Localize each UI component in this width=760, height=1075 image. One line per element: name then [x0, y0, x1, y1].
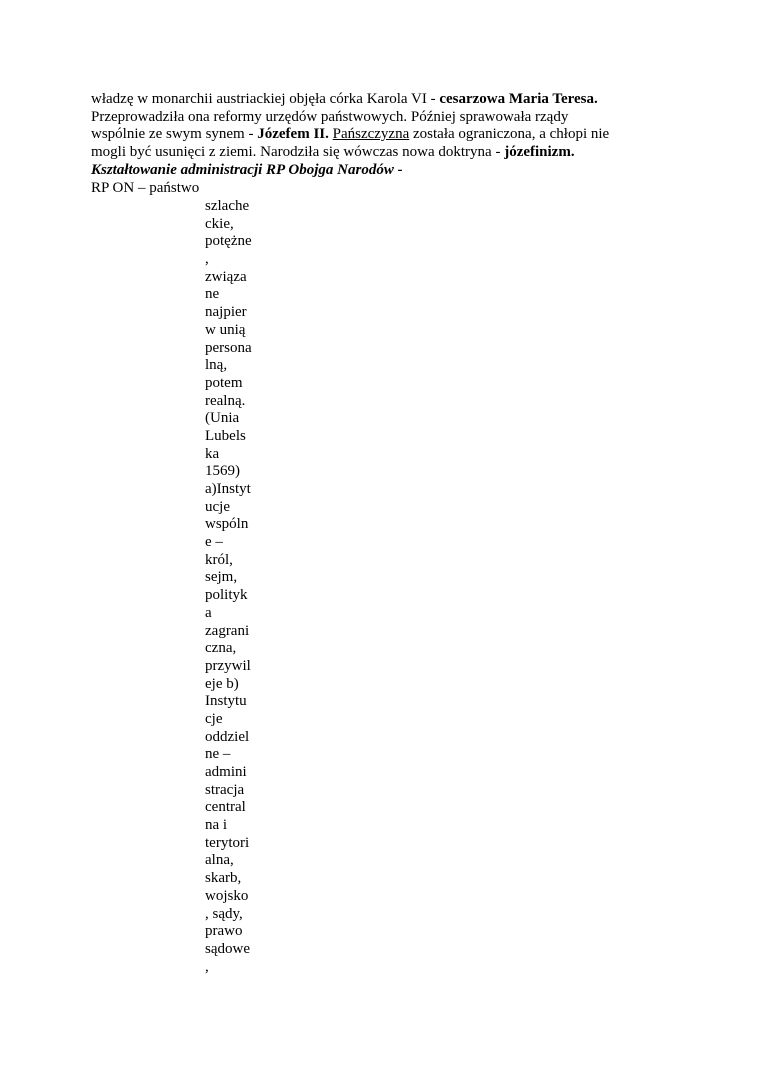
column-line: polityk — [205, 587, 248, 604]
column-line: ne – — [205, 746, 231, 763]
column-line: e – — [205, 534, 223, 551]
column-line: potężne — [205, 233, 252, 250]
column-line: prawo — [205, 923, 243, 940]
column-line: a — [205, 604, 212, 621]
column-line: terytori — [205, 834, 250, 851]
column-line: oddziel — [205, 728, 250, 745]
column-line: potem — [205, 374, 243, 391]
column-line: alna, — [205, 852, 234, 869]
column-line: 1569) — [205, 463, 240, 480]
column-line: sejm, — [205, 569, 238, 586]
column-line: ckie, — [205, 215, 234, 232]
column-line: eje b) — [205, 675, 239, 692]
column-line: na i — [205, 817, 228, 834]
line3-tail: została ograniczona, a chłopi nie — [409, 126, 610, 143]
column-line: , — [205, 958, 209, 975]
maria-teresa-bold: cesarzowa Maria Teresa. — [439, 91, 598, 107]
column-line: w unią — [205, 321, 246, 338]
jozef-bold: Józefem II. — [257, 126, 329, 143]
column-line: ucje — [205, 498, 230, 515]
panszczyzna-underlined: Pańszczyzna — [332, 126, 410, 143]
line1-text: władzę w monarchii austriackiej objęła córka Karola VI - — [91, 91, 440, 107]
column-line: najpier — [205, 304, 247, 321]
column-line: (Unia — [205, 410, 240, 427]
column-line: , sądy, — [205, 905, 243, 922]
column-line: realną. — [205, 392, 246, 409]
line4-text: mogli być usunięci z ziemi. Narodziła się wówczas nowa doktryna - — [91, 143, 505, 160]
narrow-text-column — [205, 198, 261, 976]
column-line: lną, — [205, 357, 228, 374]
column-line: przywil — [205, 657, 251, 674]
column-line: wspóln — [205, 516, 249, 533]
column-line: stracja — [205, 781, 245, 798]
column-line: Instytu — [205, 693, 247, 710]
column-line: skarb, — [205, 870, 242, 887]
line2-text: Przeprowadziła ona reformy urzędów państwowych. Później sprawowała rządy — [91, 108, 569, 125]
column-line: ne — [205, 286, 220, 303]
line3-text: wspólnie ze swym synem - — [91, 126, 258, 143]
column-line: zagrani — [205, 622, 250, 639]
column-line: czna, — [205, 640, 237, 657]
column-line: ka — [205, 445, 220, 462]
column-line: wojsko — [205, 887, 249, 904]
column-line: związa — [205, 268, 247, 285]
section-heading: Kształtowanie administracji RP Obojga Narodów - — [91, 162, 403, 178]
column-line: , — [205, 251, 209, 268]
column-line: sądowe — [205, 940, 250, 957]
rp-on-label: RP ON – państwo — [91, 180, 200, 196]
column-line: szlache — [205, 198, 250, 214]
column-line: cje — [205, 710, 223, 727]
jozefinizm-bold: józefinizm. — [504, 143, 575, 160]
column-line: admini — [205, 764, 247, 780]
intro-paragraph — [91, 91, 651, 161]
column-line: persona — [205, 339, 252, 356]
column-line: central — [205, 799, 246, 816]
column-line: Lubels — [205, 427, 246, 444]
column-line: a)Instyt — [205, 481, 251, 497]
column-line: król, — [205, 551, 233, 568]
